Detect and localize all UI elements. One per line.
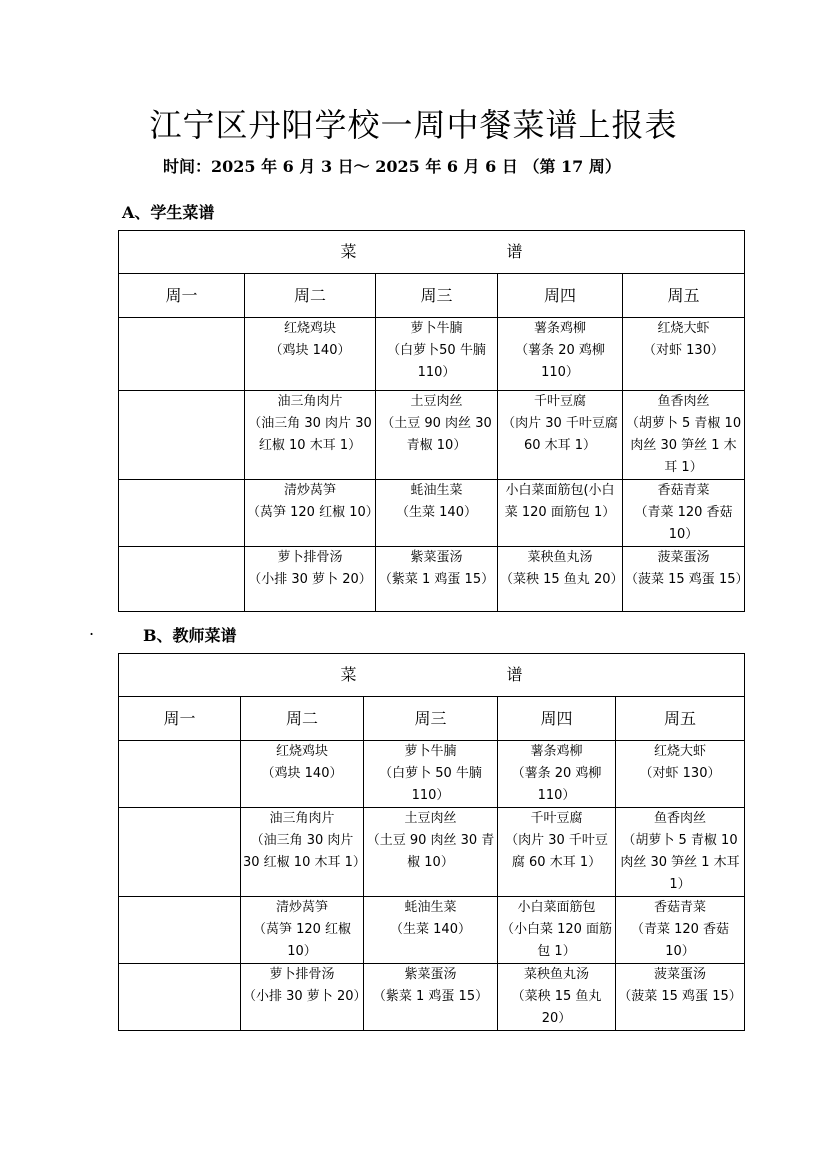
menu-cell	[245, 391, 376, 480]
dish-name: 清炒莴笋	[283, 483, 336, 498]
student-menu-table	[118, 230, 749, 612]
dish-name: 小白菜面筋包(小白菜 120 面筋包 1）	[504, 483, 616, 520]
menu-cell	[119, 480, 245, 547]
menu-row	[119, 391, 745, 480]
dish-ingredients: （小白菜 120 面筋包 1）	[500, 922, 613, 959]
weekday-wed: 周三	[376, 274, 498, 318]
weekday-tue: 周二	[241, 697, 364, 741]
dish-name: 蚝油生菜	[410, 483, 463, 498]
dish-name: 蚝油生菜	[404, 900, 457, 915]
dish-name: 油三角肉片	[269, 811, 335, 826]
dish-name: 萝卜牛腩	[410, 321, 463, 336]
menu-cell	[364, 964, 498, 1031]
dish-ingredients: （油三角 30 肉片 30 红椒 10 木耳 1）	[243, 833, 366, 870]
dish-name: 小白菜面筋包	[517, 900, 596, 915]
menu-cell	[623, 318, 745, 391]
menu-cell	[498, 964, 616, 1031]
weekday-tue: 周二	[245, 274, 376, 318]
weekday-wed: 周三	[364, 697, 498, 741]
dish-name: 红烧大虾	[653, 744, 706, 759]
menu-cell	[376, 318, 498, 391]
menu-cell	[119, 897, 241, 964]
menu-cell	[364, 741, 498, 808]
dish-ingredients: （菠菜 15 鸡蛋 15）	[618, 989, 742, 1004]
menu-cell	[498, 808, 616, 897]
dish-name: 萝卜牛腩	[404, 744, 457, 759]
dish-ingredients: （菠菜 15 鸡蛋 15）	[625, 572, 749, 587]
menu-cell	[498, 480, 623, 547]
dish-ingredients: （生菜 140）	[396, 505, 477, 520]
dish-name: 薯条鸡柳	[533, 321, 586, 336]
weekday-row	[119, 697, 745, 741]
menu-cell	[616, 964, 745, 1031]
weekday-row	[119, 274, 745, 318]
bullet-mark: .	[89, 620, 95, 639]
header-char-1: 菜	[340, 665, 357, 684]
menu-cell	[498, 318, 623, 391]
dish-ingredients: （鸡块 140）	[261, 766, 343, 781]
dish-ingredients: （菜秧 15 鱼丸 20）	[511, 989, 602, 1026]
menu-row	[119, 808, 745, 897]
table-header-row	[119, 654, 745, 697]
menu-cell	[364, 808, 498, 897]
dish-name: 红烧鸡块	[275, 744, 328, 759]
menu-cell	[241, 741, 364, 808]
dish-name: 紫菜蛋汤	[404, 967, 457, 982]
dish-ingredients: （对虾 130）	[643, 343, 724, 358]
dish-ingredients: （肉片 30 千叶豆腐 60 木耳 1）	[502, 416, 618, 453]
section-heading-teacher: B、教师菜谱	[143, 626, 237, 645]
dish-ingredients: （青菜 120 香菇 10）	[630, 922, 730, 959]
dish-ingredients: （鸡块 140）	[269, 343, 351, 358]
dish-name: 鱼香肉丝	[653, 811, 706, 826]
weekday-fri: 周五	[623, 274, 745, 318]
table-header-row	[119, 231, 745, 274]
table-header	[119, 231, 745, 274]
dish-ingredients: （白萝卜50 牛腩 110）	[387, 343, 486, 380]
menu-cell	[119, 808, 241, 897]
menu-cell	[241, 808, 364, 897]
dish-name: 萝卜排骨汤	[269, 967, 335, 982]
menu-cell	[119, 391, 245, 480]
dish-name: 紫菜蛋汤	[410, 550, 463, 565]
weekday-thu: 周四	[498, 697, 616, 741]
menu-cell	[119, 547, 245, 612]
dish-name: 红烧大虾	[657, 321, 710, 336]
dish-name: 千叶豆腐	[533, 394, 586, 409]
menu-cell	[623, 391, 745, 480]
dish-ingredients: （薯条 20 鸡柳 110）	[515, 343, 605, 380]
dish-ingredients: （胡萝卜 5 青椒 10 肉丝 30 笋丝 1 木耳 1）	[625, 416, 742, 475]
menu-cell	[376, 547, 498, 612]
menu-row	[119, 547, 745, 612]
dish-ingredients: （土豆 90 肉丝 30 青椒 10）	[381, 416, 492, 453]
dish-name: 油三角肉片	[277, 394, 343, 409]
menu-cell	[498, 741, 616, 808]
dish-name: 土豆肉丝	[410, 394, 463, 409]
dish-ingredients: （薯条 20 鸡柳 110）	[511, 766, 602, 803]
menu-cell	[623, 480, 745, 547]
menu-cell	[623, 547, 749, 612]
dish-ingredients: （生菜 140）	[390, 922, 471, 937]
teacher-menu-table	[118, 653, 745, 1031]
menu-row	[119, 318, 745, 391]
dish-ingredients: （菜秧 15 鱼丸 20）	[500, 572, 624, 587]
dish-name: 土豆肉丝	[404, 811, 457, 826]
menu-cell	[245, 480, 379, 547]
weekday-thu: 周四	[498, 274, 623, 318]
menu-cell	[245, 318, 376, 391]
menu-cell	[119, 318, 245, 391]
dish-ingredients: （莴笋 120 红椒 10）	[247, 505, 379, 520]
menu-cell	[498, 897, 616, 964]
table-header	[119, 654, 745, 697]
dish-ingredients: （紫菜 1 鸡蛋 15）	[378, 572, 495, 587]
menu-cell	[376, 391, 498, 480]
header-char-2: 谱	[506, 665, 523, 684]
menu-cell	[364, 897, 498, 964]
dish-ingredients: （土豆 90 肉丝 30 青椒 10）	[366, 833, 495, 870]
dish-ingredients: （小排 30 萝卜 20）	[248, 572, 372, 587]
dish-ingredients: （莴笋 120 红椒 10）	[252, 922, 352, 959]
header-char-1: 菜	[340, 242, 357, 261]
dish-name: 菠菜蛋汤	[653, 967, 706, 982]
weekday-fri: 周五	[616, 697, 745, 741]
date-range: 时间：2025 年 6 月 3 日～ 2025 年 6 月 6 日 （第 17 周）	[163, 157, 621, 176]
page-title: 江宁区丹阳学校一周中餐菜谱上报表	[149, 106, 678, 144]
menu-cell	[616, 897, 745, 964]
weekday-mon: 周一	[119, 274, 245, 318]
menu-cell	[498, 391, 623, 480]
dish-name: 千叶豆腐	[530, 811, 583, 826]
menu-cell	[119, 741, 241, 808]
menu-cell	[616, 741, 745, 808]
dish-ingredients: （油三角 30 肉片 30 红椒 10 木耳 1）	[248, 416, 372, 453]
dish-ingredients: （紫菜 1 鸡蛋 15）	[372, 989, 489, 1004]
weekday-mon: 周一	[119, 697, 241, 741]
dish-name: 菠菜蛋汤	[657, 550, 710, 565]
dish-ingredients: （对虾 130）	[639, 766, 721, 781]
menu-row	[119, 480, 745, 547]
dish-name: 红烧鸡块	[283, 321, 336, 336]
dish-ingredients: （白萝卜 50 牛腩 110）	[379, 766, 482, 803]
dish-name: 香菇青菜	[653, 900, 706, 915]
menu-row	[119, 741, 745, 808]
dish-ingredients: （肉片 30 千叶豆腐 60 木耳 1）	[505, 833, 608, 870]
dish-name: 清炒莴笋	[275, 900, 328, 915]
dish-ingredients: （青菜 120 香菇 10）	[634, 505, 733, 542]
dish-name: 鱼香肉丝	[657, 394, 710, 409]
section-heading-student: A、学生菜谱	[122, 203, 215, 222]
menu-cell	[376, 480, 498, 547]
dish-ingredients: （小排 30 萝卜 20）	[243, 989, 367, 1004]
header-char-2: 谱	[506, 242, 523, 261]
menu-row	[119, 964, 745, 1031]
menu-cell	[241, 964, 367, 1031]
menu-cell	[241, 897, 364, 964]
menu-cell	[119, 964, 241, 1031]
dish-name: 萝卜排骨汤	[277, 550, 343, 565]
menu-cell	[245, 547, 376, 612]
menu-cell	[616, 808, 745, 897]
dish-name: 香菇青菜	[657, 483, 710, 498]
menu-cell	[498, 547, 623, 612]
menu-row	[119, 897, 745, 964]
dish-name: 菜秧鱼丸汤	[523, 967, 589, 982]
dish-name: 菜秧鱼丸汤	[527, 550, 593, 565]
dish-name: 薯条鸡柳	[530, 744, 583, 759]
dish-ingredients: （胡萝卜 5 青椒 10 肉丝 30 笋丝 1 木耳 1）	[620, 833, 740, 892]
